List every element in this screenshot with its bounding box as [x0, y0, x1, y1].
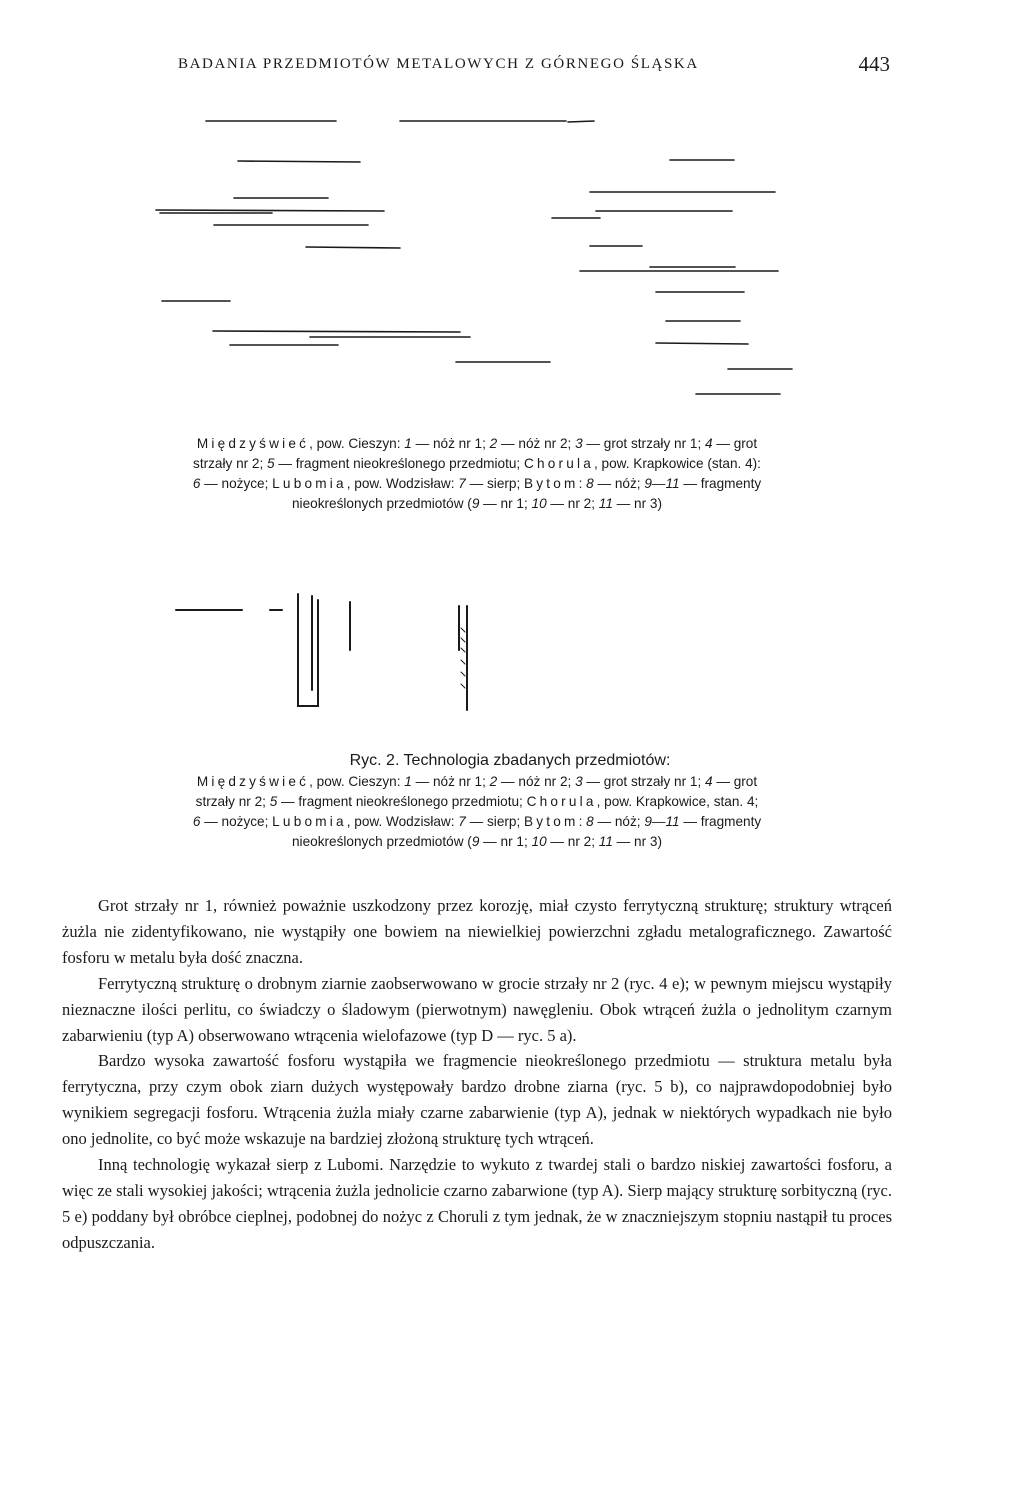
caption-text: , pow. Cieszyn:	[309, 436, 405, 451]
caption-text: — nr 1;	[479, 496, 532, 511]
item-number: 5	[267, 456, 275, 471]
item-number: 10	[531, 496, 547, 511]
item-number: 6	[192, 476, 201, 491]
caption-text: — fragmenty	[679, 476, 762, 491]
caption-text: — nr 2;	[546, 834, 599, 849]
site-name: Międzyświeć	[196, 436, 310, 451]
figure-title: Ryc. 2. Technologia zbadanych przedmiotów:	[349, 752, 671, 769]
site-name: Międzyświeć	[196, 774, 310, 789]
caption-text: — nożyce;	[200, 476, 273, 491]
caption-text: , pow. Krapkowice, stan. 4;	[596, 794, 759, 809]
caption-text: — nóż nr 1;	[411, 774, 490, 789]
paragraph: Grot strzały nr 1, również poważnie uszkodzony przez korozję, miał czysto ferrytyczną strukturę; struktury wtrąceń żużla nie zidentyfikowano, nie wystąpiły one bowiem na niewielkiej powierzchni zgładu metalograficznego. Zawartość fosforu w metalu była dość znaczna.	[62, 896, 892, 967]
site-name: Lubomia	[272, 814, 347, 829]
caption-line	[62, 812, 892, 832]
caption-text: — grot strzały nr 1;	[582, 436, 706, 451]
caption-line	[62, 494, 892, 514]
item-number: 7	[458, 814, 466, 829]
caption-text: — nóż nr 2;	[497, 436, 576, 451]
caption-text: strzały nr 2;	[195, 794, 270, 809]
caption-text: , pow. Wodzisław:	[346, 814, 459, 829]
figure-lower-outlines	[176, 594, 467, 710]
body-text	[62, 893, 892, 1256]
caption-line	[62, 792, 892, 812]
item-number: 5	[269, 794, 278, 809]
item-number: 7	[458, 476, 466, 491]
item-number: 8	[586, 476, 594, 491]
item-number: 2	[489, 774, 498, 789]
item-number: 3	[575, 774, 583, 789]
item-number: 9	[471, 834, 480, 849]
caption-text: — sierp;	[465, 476, 525, 491]
item-number: 11	[598, 834, 613, 849]
caption-line	[62, 434, 892, 454]
figure-artwork	[0, 0, 1024, 720]
running-title: BADANIA PRZEDMIOTÓW METALOWYCH Z GÓRNEGO ŚLĄSKA	[178, 56, 699, 72]
paragraph: Ferrytyczną strukturę o drobnym ziarnie zaobserwowano w grocie strzały nr 2 (ryc. 4 e); w pewnym miejscu wystąpiły nieznaczne ilości perlitu, co świadczy o śladowym (pierwotnym) nawęgleniu. Obok wtrąceń żużla o jednolitym czarnym zabarwieniu (typ A) obserwowano wtrącenia wielofazowe (typ D — ryc. 5 a).	[62, 973, 892, 1045]
site-name: Chorula	[526, 794, 597, 809]
caption-text: — grot	[712, 774, 758, 789]
page-number: 443	[858, 52, 890, 76]
caption-text: — fragment nieokreślonego przedmiotu;	[277, 794, 527, 809]
caption-line	[62, 832, 892, 852]
caption-text: — nożyce;	[200, 814, 273, 829]
item-number: 11	[598, 496, 613, 511]
paragraph: Bardzo wysoka zawartość fosforu wystąpiła we fragmencie nieokreślonego przedmiotu — struktura metalu była ferrytyczna, przy czym obok ziarn dużych występowały bardzo drobne ziarna (ryc. 5 b), co najprawdopodobniej było wynikiem segregacji fosforu. Wtrącenia żużla miały czarne zabarwienie (typ A), jednak w niektórych wypadkach nie było ono jednolite, co być może wskazuje na bardziej złożoną strukturę tych wtrąceń.	[62, 1051, 892, 1149]
site-name: Lubomia	[272, 476, 347, 491]
site-name: Bytom	[524, 814, 579, 829]
caption-text: nieokreślonych przedmiotów (	[292, 834, 472, 849]
caption-text: — sierp;	[465, 814, 525, 829]
caption-text: — nóż;	[593, 814, 645, 829]
caption-line	[62, 454, 892, 474]
figure-upper-strokes	[156, 121, 792, 394]
site-name: Bytom	[524, 476, 579, 491]
caption-text: , pow. Cieszyn:	[309, 774, 405, 789]
item-number: 3	[575, 436, 583, 451]
paragraph: Inną technologię wykazał sierp z Lubomi. Narzędzie to wykuto z twardej stali o bardzo niskiej zawartości fosforu, a więc ze stali wysokiej jakości; wtrącenia żużla jednolicie czarno zabarwione (typ A). Sierp mający strukturę sorbityczną (ryc. 5 e) poddany był obróbce cieplnej, podobnej do nożyc z Choruli z tym jednak, że w znaczniejszym stopniu nastąpił tu proces odpuszczania.	[62, 1155, 892, 1252]
item-number: 6	[192, 814, 201, 829]
caption-text: , pow. Krapkowice (stan. 4):	[593, 456, 761, 471]
caption-text: :	[578, 814, 587, 829]
caption-text: — fragment nieokreślonego przedmiotu;	[274, 456, 524, 471]
caption-line	[62, 772, 892, 792]
caption-text: — nr 3)	[612, 496, 662, 511]
item-number: 1	[404, 774, 412, 789]
item-number: 4	[705, 436, 713, 451]
item-number: 4	[705, 774, 713, 789]
caption-text: — nr 3)	[612, 834, 662, 849]
item-number: 9—11	[644, 814, 680, 829]
figure-technology-diagram	[0, 0, 1024, 720]
figure-caption-lower	[62, 772, 892, 852]
caption-text: — grot	[712, 436, 758, 451]
caption-text: — nr 1;	[479, 834, 532, 849]
item-number: 9	[471, 496, 480, 511]
caption-text: — fragmenty	[679, 814, 762, 829]
caption-text: — nóż;	[593, 476, 645, 491]
caption-text: :	[578, 476, 587, 491]
caption-text: — nóż nr 2;	[497, 774, 576, 789]
item-number: 8	[586, 814, 594, 829]
caption-text: nieokreślonych przedmiotów (	[292, 496, 472, 511]
item-number: 9—11	[644, 476, 680, 491]
item-number: 10	[531, 834, 547, 849]
caption-text: strzały nr 2;	[193, 456, 268, 471]
caption-text: — nóż nr 1;	[411, 436, 490, 451]
item-number: 2	[489, 436, 498, 451]
figure-caption-upper	[62, 434, 892, 514]
caption-text: — nr 2;	[546, 496, 599, 511]
figure-lower-hatching	[461, 628, 465, 688]
caption-line	[62, 474, 892, 494]
caption-text: — grot strzały nr 1;	[582, 774, 706, 789]
caption-text: , pow. Wodzisław:	[346, 476, 459, 491]
item-number: 1	[404, 436, 412, 451]
site-name: Chorula	[523, 456, 594, 471]
